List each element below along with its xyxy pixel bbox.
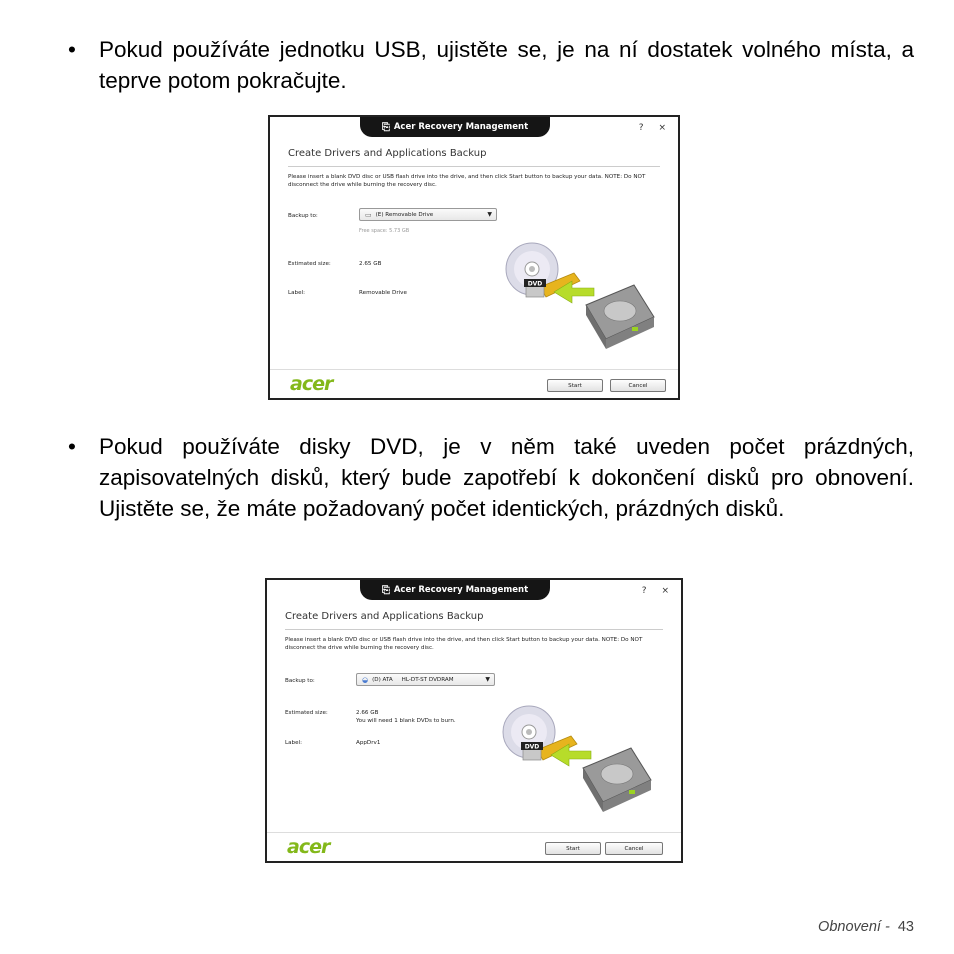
recovery-window-usb xyxy=(268,115,680,400)
window-controls xyxy=(639,123,672,133)
estimated-size-value: 2.65 GB xyxy=(359,261,382,267)
start-button[interactable]: Start xyxy=(547,379,603,392)
dvd-drive-icon: ◒ xyxy=(362,675,369,684)
estimated-size-value: 2.66 GB xyxy=(356,710,379,716)
help-button[interactable]: ? xyxy=(638,123,650,133)
dialog-heading: Create Drivers and Applications Backup xyxy=(285,611,484,622)
backup-target-value: (E) Removable Drive xyxy=(375,211,434,218)
section-name: Obnovení - xyxy=(818,919,890,935)
instruction-note: Please insert a blank DVD disc or USB flash drive into the drive, and then click Start button to backup your data. NOTE: Do NOT disconnect the drive while burning the recovery disc. xyxy=(285,637,643,651)
drive-icon: ▭ xyxy=(365,210,372,219)
chevron-down-icon: ▼ xyxy=(485,676,490,683)
heading-divider xyxy=(288,166,660,167)
dvd-label: DVD xyxy=(524,743,540,751)
backup-target-select[interactable] xyxy=(359,208,497,221)
window-title: Acer Recovery Management xyxy=(393,122,529,132)
recovery-window-dvd xyxy=(265,578,683,863)
estimated-size-label: Estimated size: xyxy=(285,710,328,716)
help-button[interactable]: ? xyxy=(641,586,653,596)
hard-drive-icon xyxy=(583,748,651,812)
page-number: 43 xyxy=(897,919,914,935)
acer-logo: acer xyxy=(287,836,330,858)
backup-target-value: (D) ATA HL-DT-ST DVDRAM xyxy=(372,676,454,683)
footer-divider xyxy=(270,369,678,370)
paragraph-dvd: Pokud používáte disky DVD, je v něm také uveden počet prázdných, zapisovatelných disků, který bude zapotřebí k dokončení disků pro obnovení. Ujistěte se, že máte požadovaný počet identických, prázdných disků. xyxy=(99,434,914,521)
cancel-button[interactable]: Cancel xyxy=(605,842,663,855)
window-title: Acer Recovery Management xyxy=(393,585,529,595)
chevron-down-icon: ▼ xyxy=(487,211,492,218)
window-controls xyxy=(642,586,675,596)
acer-logo: acer xyxy=(290,373,333,395)
recovery-app-icon: ⎘ xyxy=(381,121,390,133)
instruction-note: Please insert a blank DVD disc or USB flash drive into the drive, and then click Start button to backup your data. NOTE: Do NOT disconnect the drive while burning the recovery disc. xyxy=(288,174,646,188)
start-button[interactable]: Start xyxy=(545,842,601,855)
heading-divider xyxy=(285,629,663,630)
dialog-heading: Create Drivers and Applications Backup xyxy=(288,148,487,159)
free-space: Free space: 5.73 GB xyxy=(359,228,410,234)
backup-target-select[interactable] xyxy=(356,673,495,686)
close-button[interactable]: × xyxy=(661,586,675,596)
recovery-app-icon: ⎘ xyxy=(381,584,390,596)
close-button[interactable]: × xyxy=(658,123,672,133)
label-label: Label: xyxy=(288,290,305,296)
paragraph-usb: Pokud používáte jednotku USB, ujistěte se, je na ní dostatek volného místa, a teprve potom pokračujte. xyxy=(99,37,914,93)
footer-divider xyxy=(267,832,681,833)
backup-illustration xyxy=(502,239,672,354)
dvd-label: DVD xyxy=(527,280,543,288)
label-label: Label: xyxy=(285,740,302,746)
label-value: Removable Drive xyxy=(359,290,407,296)
backup-to-label: Backup to: xyxy=(285,678,315,684)
estimated-size-label: Estimated size: xyxy=(288,261,331,267)
bullet-symbol: • xyxy=(68,37,76,62)
title-bar xyxy=(360,580,550,600)
backup-to-label: Backup to: xyxy=(288,213,318,219)
hard-drive-icon xyxy=(586,285,654,349)
page-footer xyxy=(818,919,914,935)
dvd-count-note: You will need 1 blank DVDs to burn. xyxy=(356,718,456,724)
title-bar xyxy=(360,117,550,137)
bullet-symbol: • xyxy=(68,434,76,459)
cancel-button[interactable]: Cancel xyxy=(610,379,666,392)
label-value: AppDrv1 xyxy=(356,740,381,746)
backup-illustration xyxy=(499,702,669,817)
